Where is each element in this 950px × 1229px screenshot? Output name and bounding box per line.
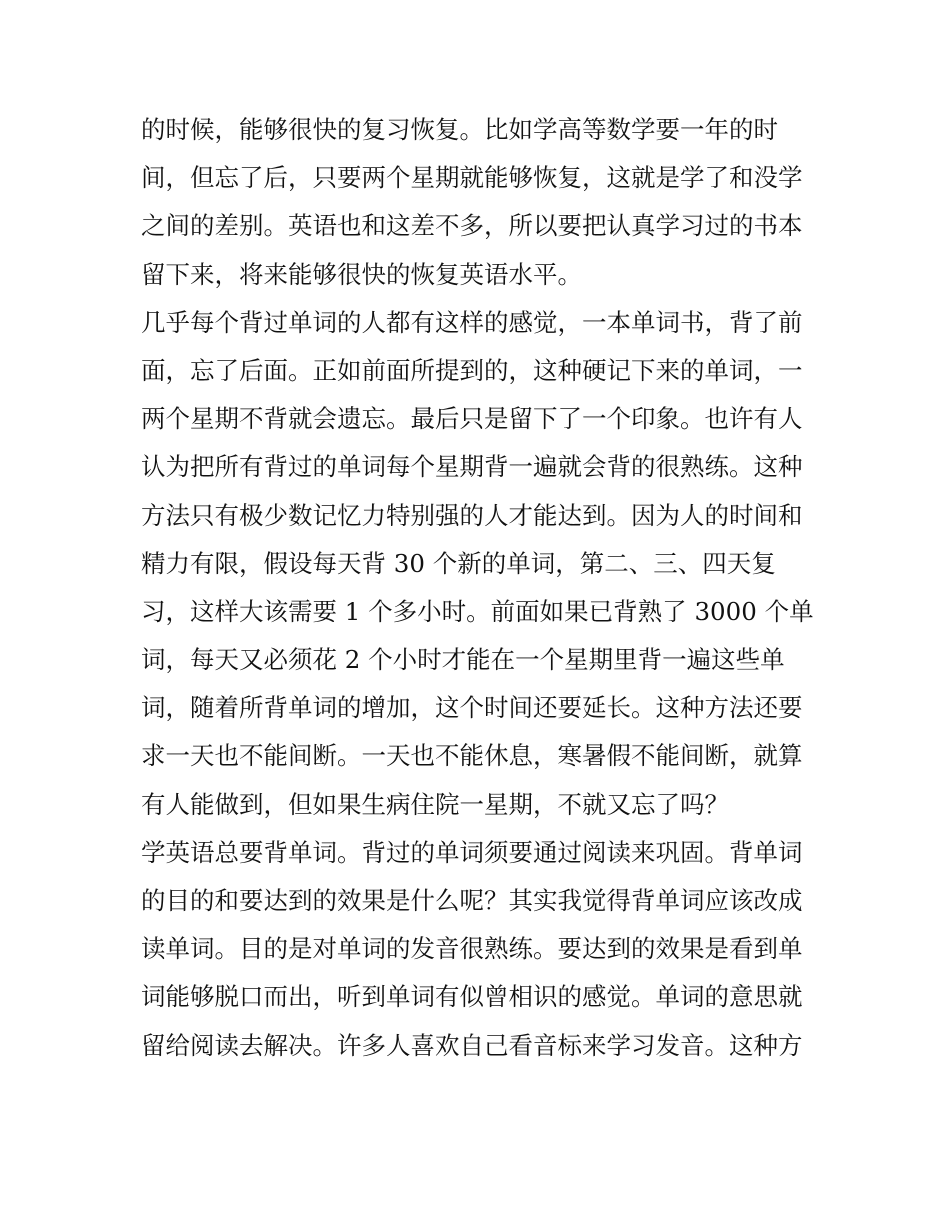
text-line: 词，每天又必须花 2 个小时才能在一个星期里背一遍这些单	[141, 645, 785, 675]
text-line: 几乎每个背过单词的人都有这样的感觉，一本单词书，背了前	[141, 307, 803, 337]
text-line: 两个星期不背就会遗忘。最后只是留下了一个印象。也许有人	[141, 404, 803, 434]
text-line: 面，忘了后面。正如前面所提到的，这种硬记下来的单词，一	[141, 355, 803, 385]
text-line: 间，但忘了后，只要两个星期就能够恢复，这就是学了和没学	[141, 163, 803, 193]
text-line: 有人能做到，但如果生病住院一星期，不就又忘了吗？	[141, 789, 729, 819]
text-line: 精力有限，假设每天背 30 个新的单词，第二、三、四天复	[141, 548, 776, 578]
document-body	[141, 106, 821, 1070]
text-line: 求一天也不能间断。一天也不能休息，寒暑假不能间断，就算	[141, 741, 803, 771]
text-line: 习，这样大该需要 1 个多小时。前面如果已背熟了 3000 个单	[141, 596, 814, 626]
text-line: 读单词。目的是对单词的发音很熟练。要达到的效果是看到单	[141, 934, 803, 964]
text-line: 词，随着所背单词的增加，这个时间还要延长。这种方法还要	[141, 693, 803, 723]
text-line: 之间的差别。英语也和这差不多，所以要把认真学习过的书本	[141, 211, 803, 241]
text-line: 留下来，将来能够很快的恢复英语水平。	[141, 259, 582, 289]
text-line: 方法只有极少数记忆力特别强的人才能达到。因为人的时间和	[141, 500, 803, 530]
text-line: 词能够脱口而出，听到单词有似曾相识的感觉。单词的意思就	[141, 982, 803, 1012]
text-line: 的时候，能够很快的复习恢复。比如学高等数学要一年的时	[141, 115, 778, 144]
text-line: 认为把所有背过的单词每个星期背一遍就会背的很熟练。这种	[141, 452, 803, 482]
text-line: 学英语总要背单词。背过的单词须要通过阅读来巩固。背单词	[141, 837, 803, 867]
text-line: 的目的和要达到的效果是什么呢？其实我觉得背单词应该改成	[141, 886, 803, 915]
text-line: 留给阅读去解决。许多人喜欢自己看音标来学习发音。这种方	[141, 1030, 803, 1060]
